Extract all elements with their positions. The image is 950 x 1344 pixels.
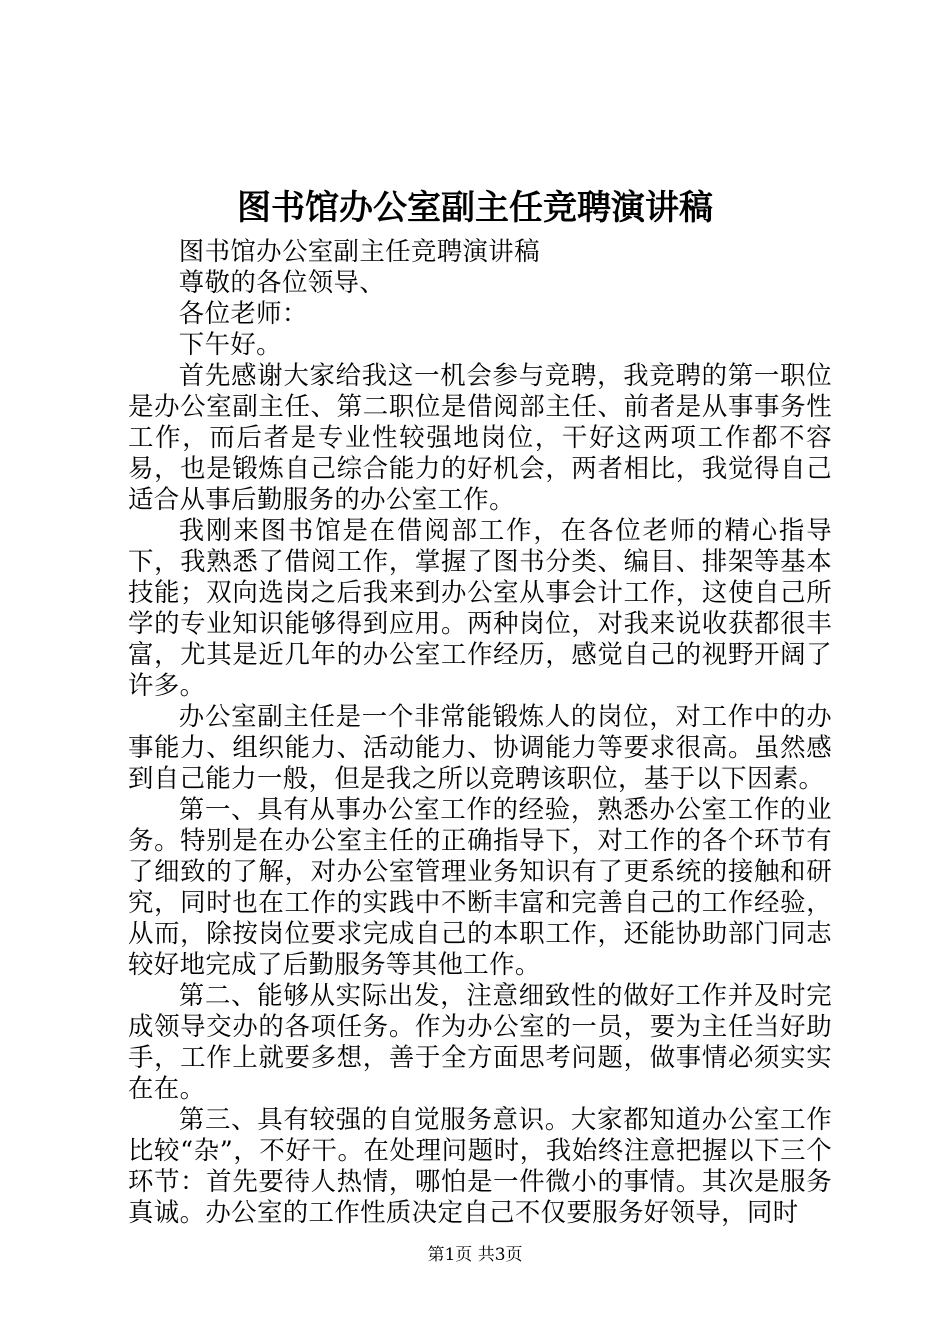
page-number-footer: 第1页 共3页 bbox=[427, 1245, 523, 1265]
paragraph-greeting: 下午好。 bbox=[178, 329, 282, 359]
paragraph-salutation-teachers: 各位老师： bbox=[178, 298, 308, 328]
paragraph-position: 办公室副主任是一个非常能锻炼人的岗位，对工作中的办事能力、组织能力、活动能力、协调能力等要求很高。虽然感到自己能力一般，但是我之所以竞聘该职位，基于以下因素。 bbox=[128, 701, 832, 793]
paragraph-point-two: 第二、能够从实际出发，注意细致性的做好工作并及时完成领导交办的各项任务。作为办公室的一员，要为主任当好助手，工作上就要多想，善于全方面思考问题，做事情必须实实在在。 bbox=[128, 980, 832, 1103]
paragraph-point-three: 第三、具有较强的自觉服务意识。大家都知道办公室工作比较“杂”，不好干。在处理问题时，我始终注意把握以下三个环节：首先要待人热情，哪怕是一件微小的事情。其次是服务真诚。办公室的工作性质决定自己不仅要服务好领导，同时 bbox=[128, 1104, 832, 1227]
document-title: 图书馆办公室副主任竞聘演讲稿 bbox=[237, 188, 713, 228]
paragraph-experience: 我刚来图书馆是在借阅部工作，在各位老师的精心指导下，我熟悉了借阅工作，掌握了图书分类、编目、排架等基本技能；双向选岗之后我来到办公室从事会计工作，这使自己所学的专业知识能够得到应用。两种岗位，对我来说收获都很丰富，尤其是近几年的办公室工作经历，感觉自己的视野开阔了许多。 bbox=[128, 515, 832, 700]
document-body bbox=[128, 236, 832, 1228]
paragraph-subtitle: 图书馆办公室副主任竞聘演讲稿 bbox=[178, 236, 540, 266]
paragraph-salutation-leaders: 尊敬的各位领导、 bbox=[178, 267, 386, 297]
paragraph-point-one: 第一、具有从事办公室工作的经验，熟悉办公室工作的业务。特别是在办公室主任的正确指导下，对工作的各个环节有了细致的了解，对办公室管理业务知识有了更系统的接触和研究，同时也在工作的实践中不断丰富和完善自己的工作经验，从而，除按岗位要求完成自己的本职工作，还能协助部门同志较好地完成了后勤服务等其他工作。 bbox=[128, 794, 832, 979]
paragraph-intro: 首先感谢大家给我这一机会参与竞聘，我竞聘的第一职位是办公室副主任、第二职位是借阅部主任、前者是从事事务性工作，而后者是专业性较强地岗位，干好这两项工作都不容易，也是锻炼自己综合能力的好机会，两者相比，我觉得自己适合从事后勤服务的办公室工作。 bbox=[128, 360, 832, 514]
